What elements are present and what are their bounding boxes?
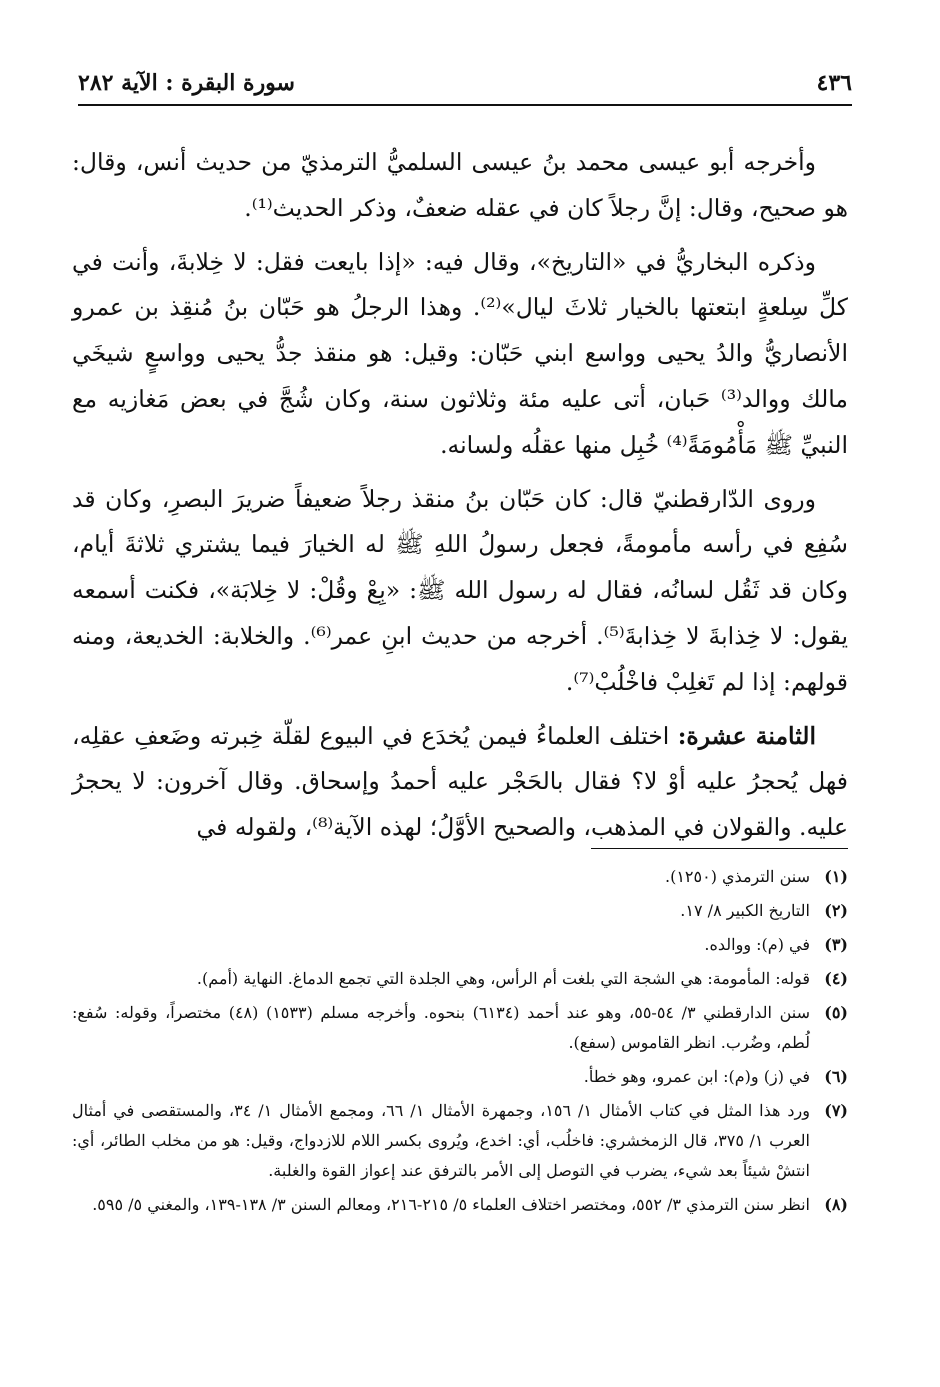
page-number: ٤٣٦	[816, 70, 852, 96]
footnote-number: (٦)	[824, 1067, 848, 1086]
footnote-text: انظر سنن الترمذي ٣/ ٥٥٢، ومختصر اختلاف العلماء ٥/ ٢١٥-٢١٦، ومعالم السنن ٣/ ١٣٨-١٣٩، والمغني ٥/ ٥٩٥.	[92, 1195, 810, 1214]
section-title: الثامنة عشرة:	[677, 721, 817, 750]
footnote-number: (١)	[824, 867, 848, 886]
section-text: اختلف العلماءُ فيمن يُخدَع في البيوع لقلّة خِبرته وضَعفِ عقلِه، فهل يُحجرُ عليه أوْ لا؟ فقال بالحَجْر عليه أحمدُ وإسحاق. وقال آخرون: لا يحجرُ عليه. والقولان في المذهب، والصحيح الأوَّلُ؛ لهذه الآية⁽⁸⁾، ولقوله في	[72, 721, 848, 842]
footnote-7	[72, 1096, 848, 1186]
footnote-2	[72, 896, 848, 926]
main-text	[72, 140, 848, 859]
footnote-1	[72, 862, 848, 892]
footnote-4	[72, 964, 848, 994]
running-title: سورة البقرة : الآية ٢٨٢	[78, 70, 295, 96]
section-paragraph	[72, 714, 848, 851]
footnote-rule	[591, 848, 848, 849]
footnote-text: سنن الدارقطني ٣/ ٥٤-٥٥، وهو عند أحمد (٦١٣٤) بنحوه. وأخرجه مسلم (١٥٣٣) (٤٨) مختصراً، وقوله: سُفع: لُطم، وضُرب. انظر القاموس (سفع).	[72, 1003, 810, 1052]
footnote-text: في (ز) و(م): ابن عمرو، وهو خطأ.	[583, 1067, 810, 1086]
paragraph-2: وذكره البخاريُّ في «التاريخ»، وقال فيه: «إذا بايعت فقل: لا خِلابةَ، وأنت في كلِّ سِلعةٍ ابتعتها بالخيار ثلاثَ ليال»⁽²⁾. وهذا الرجلُ هو حَبّان بنُ مُنقِذ بن عمرو الأنصاريُّ والدُ يحيى وواسع ابني حَبّان: وقيل: هو منقذ جدُّ يحيى وواسعٍ شيخَي مالك ووالد⁽³⁾ حَبان، أتى عليه مئة وثلاثون سنة، وكان شُجَّ في بعض مَغازيه مع النبيِّ ﷺ مَأْمُومَةً⁽⁴⁾ خُبِل منها عقلُه ولسانه.	[72, 247, 848, 459]
page-header	[78, 62, 852, 104]
footnote-number: (٢)	[824, 901, 848, 920]
footnote-5	[72, 998, 848, 1058]
footnote-6	[72, 1062, 848, 1092]
footnote-number: (٥)	[824, 1003, 848, 1022]
footnote-text: سنن الترمذي (١٢٥٠).	[665, 867, 810, 886]
paragraph-3: وروى الدّارقطنيّ قال: كان حَبّان بنُ منقذ رجلاً ضعيفاً ضريرَ البصرِ، وكان قد سُفِع في رأسه مأمومةً، فجعل رسولُ اللهِ ﷺ له الخيارَ فيما يشتري ثلاثةَ أيام، وكان قد ثَقُل لسانُه، فقال له رسول الله ﷺ: «بِعْ وقُلْ: لا خِلابَة»، فكنت أسمعه يقول: لا خِذابةَ لا خِذابةَ⁽⁵⁾. أخرجه من حديث ابنِ عمر⁽⁶⁾. والخلابة: الخديعة، ومنه قولهم: إذا لم تَغلِبْ فاخْلُبْ⁽⁷⁾.	[72, 484, 849, 696]
footnote-text: في (م): ووالده.	[704, 935, 810, 954]
footnote-3	[72, 930, 848, 960]
footnote-number: (٨)	[824, 1195, 848, 1214]
footnote-text: قوله: المأمومة: هي الشجة التي بلغت أم الرأس، وهي الجلدة التي تجمع الدماغ. النهاية (أمم).	[196, 969, 810, 988]
header-rule	[78, 104, 852, 106]
footnote-number: (٤)	[824, 969, 848, 988]
footnote-number: (٣)	[824, 935, 848, 954]
footnote-number: (٧)	[824, 1101, 848, 1120]
footnote-text: ورد هذا المثل في كتاب الأمثال ١/ ١٥٦، وجمهرة الأمثال ١/ ٦٦، ومجمع الأمثال ١/ ٣٤، والمستقصى في أمثال العرب ١/ ٣٧٥، قال الزمخشري: فاخلُب، أي: اخدع، ويُروى بكسر اللام للازدواج، وقيل: هو من مخلب الطائر، أي: انتشْ شيئاً بعد شيء، يضرب في التوصل إلى الأمر بالترفق عند إعواز القوة والغلبة.	[72, 1101, 811, 1180]
footnote-8	[72, 1190, 848, 1220]
footnotes	[72, 862, 848, 1224]
footnote-text: التاريخ الكبير ٨/ ١٧.	[680, 901, 810, 920]
paragraph-1: وأخرجه أبو عيسى محمد بنُ عيسى السلميُّ الترمذيّ من حديث أنس، وقال: هو صحيح، وقال: إنَّ رجلاً كان في عقله ضعفٌ، وذكر الحديث⁽¹⁾.	[72, 148, 848, 222]
